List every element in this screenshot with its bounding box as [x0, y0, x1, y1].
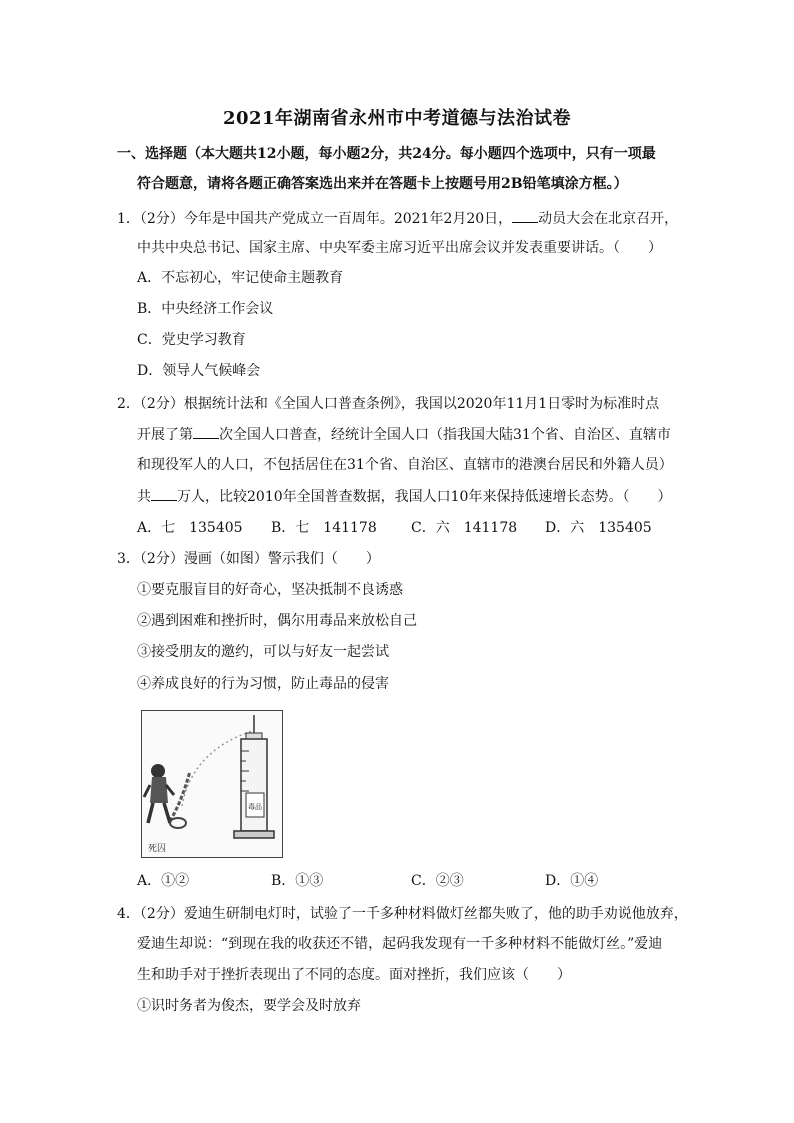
q2-stem-line-1: 2．（2分）根据统计法和《全国人口普查条例》，我国以2020年11月1日零时为标准时点 — [117, 396, 660, 412]
q2-blank-1 — [193, 424, 219, 439]
syringe-label: 毒品 — [248, 803, 262, 811]
q1-option-b: B．中央经济工作会议 — [137, 301, 274, 317]
q4-item-1: ①识时务者为俊杰，要学会及时放弃 — [137, 998, 361, 1014]
q3-stem: 3．（2分）漫画（如图）警示我们（ ） — [117, 551, 380, 567]
q2-line2-part-a: 开展了第 — [137, 427, 193, 443]
prisoner-figure — [144, 764, 174, 823]
q4-stem-line-3: 生和助手对于挫折表现出了不同的态度。面对挫折，我们应该（ ） — [137, 967, 571, 983]
q2-option-d: D．六 135405 — [545, 520, 652, 536]
q3-option-a: A．①② — [137, 873, 190, 889]
q3-option-b: B．①③ — [271, 873, 324, 889]
cartoon-caption: 死囚 — [148, 844, 167, 854]
syringe-flange — [234, 831, 274, 838]
section-heading-line-1: 一、选择题（本大题共12小题，每小题2分，共24分。每小题四个选项中，只有一项最 — [117, 146, 656, 162]
q3-option-d: D．①④ — [545, 873, 599, 889]
q2-line2-part-b: 次全国人口普查，经统计全国人口（指我国大陆31个省、自治区、直辖市 — [219, 427, 671, 443]
q4-stem-line-2: 爱迪生却说：“到现在我的收获还不错，起码我发现有一千多种材料不能做灯丝。”爱迪 — [137, 936, 663, 952]
q1-option-a: A．不忘初心，牢记使命主题教育 — [137, 270, 344, 286]
q2-stem-line-4 — [137, 486, 671, 507]
cartoon-drawing — [142, 711, 282, 857]
q2-stem-line-2 — [137, 424, 671, 445]
q1-blank — [512, 208, 538, 223]
q1-option-d: D．领导人气候峰会 — [137, 363, 261, 379]
section-heading-line-2: 符合题意，请将各题正确答案选出来并在答题卡上按题号用2B铅笔填涂方框。） — [137, 176, 628, 192]
q2-option-c: C．六 141178 — [411, 520, 518, 536]
q3-item-2: ②遇到困难和挫折时，偶尔用毒品来放松自己 — [137, 613, 417, 629]
syringe-cap — [246, 733, 262, 739]
q3-option-c: C．②③ — [411, 873, 464, 889]
q3-item-1: ①要克服盲目的好奇心，坚决抵制不良诱惑 — [137, 582, 403, 598]
chain-links — [170, 771, 190, 821]
q4-stem-line-1: 4．（2分）爱迪生研制电灯时，试验了一千多种材料做灯丝都失败了，他的助手劝说他放弃， — [117, 906, 688, 922]
drug-warning-cartoon — [141, 710, 283, 858]
q3-item-4: ④养成良好的行为习惯，防止毒品的侵害 — [137, 676, 389, 692]
q2-stem-line-3: 和现役军人的人口，不包括居住在31个省、自治区、直辖市的港澳台居民和外籍人员） — [137, 457, 673, 473]
q2-option-a: A．七 135405 — [137, 520, 243, 536]
chain-pile — [170, 818, 186, 828]
q1-stem-line-2: 中共中央总书记、国家主席、中央军委主席习近平出席会议并发表重要讲话。（ ） — [137, 240, 662, 256]
q3-item-3: ③接受朋友的邀约，可以与好友一起尝试 — [137, 644, 389, 660]
q2-line4-part-a: 共 — [137, 489, 151, 505]
q1-option-c: C．党史学习教育 — [137, 332, 246, 348]
q2-line4-part-b: 万人，比较2010年全国普查数据，我国人口10年来保持低速增长态势。（ ） — [177, 489, 672, 505]
q1-stem-part-a: 1．（2分）今年是中国共产党成立一百周年。2021年2月20日， — [117, 211, 513, 227]
page-title: 2021年湖南省永州市中考道德与法治试卷 — [222, 108, 572, 129]
q2-blank-2 — [151, 486, 177, 501]
q2-option-b: B．七 141178 — [271, 520, 377, 536]
q1-stem-line-1 — [117, 208, 678, 229]
q1-stem-part-b: 动员大会在北京召开， — [538, 211, 679, 227]
